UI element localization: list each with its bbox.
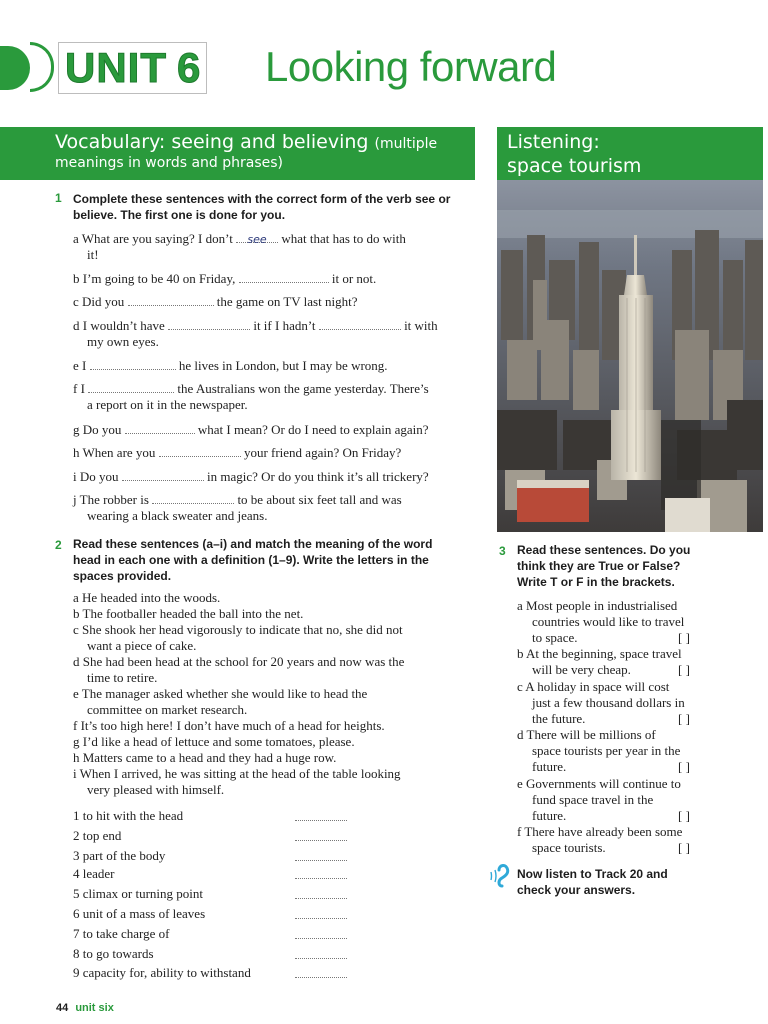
- ex3-statement-cont: just a few thousand dollars in: [532, 695, 685, 710]
- ex1-item-d: [73, 318, 438, 334]
- exercise-2-instruction-line2: head in each one with a definition (1–9). Write the letters in the: [73, 553, 429, 567]
- answer-blank[interactable]: [295, 958, 347, 959]
- ex1-item-i: [73, 469, 429, 485]
- ex2-sentence: c She shook her head vigorously to indicate that no, she did not: [73, 622, 403, 637]
- ex1-d-text3: it with: [404, 318, 438, 333]
- ex2-sentence: h Matters came to a head and they had a huge row.: [73, 750, 337, 765]
- answer-blank[interactable]: [295, 840, 347, 841]
- ex3-statement-cont: will be very cheap.: [532, 662, 631, 677]
- ex1-item-d-cont: my own eyes.: [87, 334, 159, 349]
- unit-word: UNIT: [65, 44, 167, 91]
- answer-bracket[interactable]: [ ]: [678, 840, 690, 855]
- ex3-statement-cont: space tourists per year in the: [532, 743, 681, 758]
- ex3-statement: a Most people in industrialised: [517, 598, 678, 613]
- ex3-statement-cont: the future.: [532, 711, 586, 726]
- ex2-definition: 8 to go towards: [73, 946, 154, 961]
- ex1-c-text2: the game on TV last night?: [216, 294, 358, 309]
- unit-title: Looking forward: [265, 43, 557, 90]
- ex2-sentence: e The manager asked whether she would like to head the: [73, 686, 368, 701]
- ex3-statement-cont: to space.: [532, 630, 578, 645]
- ex3-statement-cont: future.: [532, 808, 567, 823]
- page-number: 44: [56, 1002, 69, 1014]
- vocab-title: Vocabulary: seeing and believing: [55, 131, 369, 153]
- ex1-item-h: [73, 445, 401, 461]
- exercise-3-instruction-line1: Read these sentences. Do you: [517, 543, 691, 557]
- ex2-definition: 5 climax or turning point: [73, 886, 203, 901]
- ex1-g-text: g Do you: [73, 422, 122, 437]
- ex1-item-j: [73, 492, 402, 508]
- ex1-item-b: [73, 271, 376, 287]
- ex2-sentence-cont: want a piece of cake.: [87, 638, 197, 653]
- answer-bracket[interactable]: [ ]: [678, 662, 690, 677]
- answer-blank[interactable]: [295, 898, 347, 899]
- ex1-h-text2: your friend again? On Friday?: [243, 445, 402, 460]
- ex2-definition: 2 top end: [73, 828, 122, 843]
- exercise-2-instruction-line1: Read these sentences (a–i) and match the meaning of the word: [73, 537, 433, 551]
- ex2-sentence: b The footballer headed the ball into the net.: [73, 606, 304, 621]
- ex3-statement: c A holiday in space will cost: [517, 679, 670, 694]
- answer-blank[interactable]: [295, 977, 347, 978]
- ex1-item-f-cont: a report on it in the newspaper.: [87, 397, 248, 412]
- ex1-e-text: e I: [73, 358, 87, 373]
- ex1-f-text: f I: [73, 381, 85, 396]
- ex1-item-c: [73, 294, 357, 310]
- exercise-3-instruction-line3: Write T or F in the brackets.: [517, 575, 675, 589]
- answer-blank[interactable]: [295, 938, 347, 939]
- ex3-statement: e Governments will continue to: [517, 776, 681, 791]
- ex2-sentence: g I’d like a head of lettuce and some tomatoes, please.: [73, 734, 355, 749]
- ex1-d-text: d I wouldn’t have: [73, 318, 165, 333]
- answer-blank[interactable]: [295, 918, 347, 919]
- ex1-item-a: [73, 231, 406, 247]
- ex1-f-text2: the Australians won the game yesterday. There’s: [177, 381, 429, 396]
- vocabulary-heading: [0, 127, 475, 180]
- ex3-statement: b At the beginning, space travel: [517, 646, 682, 661]
- ex3-statement: d There will be millions of: [517, 727, 656, 742]
- ex1-item-j-cont: wearing a black sweater and jeans.: [87, 508, 268, 523]
- track-instruction-line1: Now listen to Track 20 and: [517, 867, 668, 881]
- ex1-h-blank[interactable]: [159, 445, 241, 457]
- ex1-b-text2: it or not.: [331, 271, 377, 286]
- ex1-item-e: [73, 358, 388, 374]
- ex2-definition: 4 leader: [73, 866, 115, 881]
- ex1-g-text2: what I mean? Or do I need to explain again?: [197, 422, 429, 437]
- ex1-h-text: h When are you: [73, 445, 156, 460]
- ex1-i-text: i Do you: [73, 469, 119, 484]
- listening-heading: [497, 127, 763, 180]
- ex1-item-a-cont: it!: [87, 247, 99, 262]
- ex1-j-text2: to be about six feet tall and was: [237, 492, 402, 507]
- ex3-statement-cont: future.: [532, 759, 567, 774]
- ex3-statement-cont: space tourists.: [532, 840, 606, 855]
- ex2-sentence: i When I arrived, he was sitting at the head of the table looking: [73, 766, 401, 781]
- ex1-i-text2: in magic? Or do you think it’s all trickery?: [207, 469, 429, 484]
- answer-bracket[interactable]: [ ]: [678, 808, 690, 823]
- vocab-title-line2: meanings in words and phrases): [55, 155, 284, 171]
- ex2-definition: 9 capacity for, ability to withstand: [73, 965, 251, 980]
- ex1-b-blank[interactable]: [239, 271, 329, 283]
- exercise-2-number: 2: [55, 538, 62, 552]
- ex1-d-text2: it if I hadn’t: [253, 318, 316, 333]
- ex2-sentence-cont: very pleased with himself.: [87, 782, 225, 797]
- track-instruction-line2: check your answers.: [517, 883, 636, 897]
- answer-bracket[interactable]: [ ]: [678, 711, 690, 726]
- ex1-item-g: [73, 422, 429, 438]
- ex1-j-text: j The robber is: [73, 492, 149, 507]
- ex1-c-blank[interactable]: [128, 294, 214, 306]
- ex1-f-blank[interactable]: [88, 381, 174, 393]
- exercise-2-instruction-line3: spaces provided.: [73, 569, 172, 583]
- ex1-j-blank[interactable]: [152, 492, 234, 504]
- ex1-d-blank2[interactable]: [319, 318, 401, 330]
- exercise-1-instruction-line2: believe. The first one is done for you.: [73, 208, 286, 222]
- city-photo-drawing: [497, 180, 763, 532]
- ex1-example-answer: see: [247, 233, 267, 246]
- ex2-definition: 1 to hit with the head: [73, 808, 184, 823]
- ex1-e-blank[interactable]: [90, 358, 176, 370]
- exercise-1-instruction-line1: Complete these sentences with the correct form of the verb see or: [73, 192, 451, 206]
- ex3-statement: f There have already been some: [517, 824, 683, 839]
- ex2-definition: 6 unit of a mass of leaves: [73, 906, 206, 921]
- answer-bracket[interactable]: [ ]: [678, 630, 690, 645]
- ex1-a-text: a What are you saying? I don’t: [73, 231, 233, 246]
- header-tab-bar: [0, 46, 30, 90]
- vocab-title-paren: (multiple: [374, 136, 438, 152]
- ex2-definition: 7 to take charge of: [73, 926, 170, 941]
- unit-label-box: [58, 42, 207, 94]
- ex1-e-text2: he lives in London, but I may be wrong.: [178, 358, 388, 373]
- ex1-b-text: b I’m going to be 40 on Friday,: [73, 271, 236, 286]
- ex3-statement-cont: countries would like to travel: [532, 614, 685, 629]
- ex1-i-blank[interactable]: [122, 469, 204, 481]
- ex2-sentence: a He headed into the woods.: [73, 590, 221, 605]
- city-photo: [497, 180, 763, 532]
- ex1-item-f: [73, 381, 429, 397]
- ex1-a-answer-blank[interactable]: [236, 231, 278, 246]
- exercise-3-instruction-line2: think they are True or False?: [517, 559, 681, 573]
- answer-bracket[interactable]: [ ]: [678, 759, 690, 774]
- ex1-a-text2: what that has to do with: [281, 231, 406, 246]
- answer-blank[interactable]: [295, 820, 347, 821]
- ex2-sentence: f It’s too high here! I don’t have much of a head for heights.: [73, 718, 385, 733]
- ex1-c-text: c Did you: [73, 294, 125, 309]
- ex2-sentence-cont: committee on market research.: [87, 702, 248, 717]
- unit-number: 6: [177, 44, 201, 91]
- answer-blank[interactable]: [295, 860, 347, 861]
- ear-icon: [487, 862, 517, 895]
- ex3-statement-cont: fund space travel in the: [532, 792, 654, 807]
- footer-unit-label: unit six: [75, 1002, 114, 1014]
- exercise-3-number: 3: [499, 544, 506, 558]
- page-footer: [56, 1002, 114, 1014]
- ex1-g-blank[interactable]: [125, 422, 195, 434]
- ex2-definition: 3 part of the body: [73, 848, 166, 863]
- header-tab-ring: [30, 42, 54, 92]
- exercise-1-number: 1: [55, 191, 62, 205]
- listening-subtitle: space tourism: [507, 155, 642, 177]
- listening-title: Listening:: [507, 131, 600, 153]
- ex2-sentence: d She had been head at the school for 20 years and now was the: [73, 654, 405, 669]
- ex1-d-blank1[interactable]: [168, 318, 250, 330]
- ex2-sentence-cont: time to retire.: [87, 670, 158, 685]
- answer-blank[interactable]: [295, 878, 347, 879]
